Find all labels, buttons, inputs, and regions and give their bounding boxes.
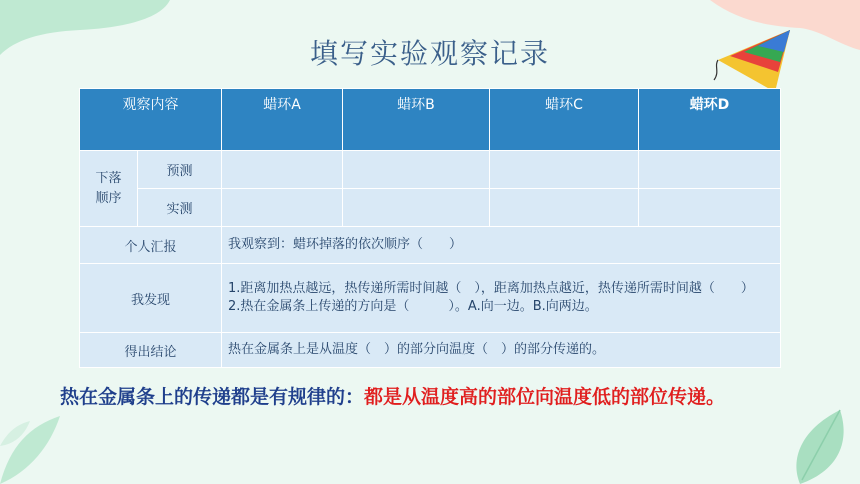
observation-table (79, 88, 781, 368)
report-label: 个人汇报 (80, 227, 222, 264)
report-text: 我观察到：蜡环掉落的依次顺序（ ） (222, 227, 781, 264)
predict-label: 预测 (138, 151, 222, 189)
actual-cell-a[interactable] (222, 189, 343, 227)
actual-cell-c[interactable] (490, 189, 639, 227)
finding-text-1: 1.距离加热点越远，热传递所需时间越（ ），距离加热点越近，热传递所需时间越（ ） (228, 281, 754, 296)
page-title: 填写实验观察记录 (309, 37, 550, 70)
finding-cell (222, 264, 781, 333)
bottom-right-leaf-decoration (780, 400, 860, 484)
table-header-row (80, 89, 781, 151)
predict-cell-d[interactable] (639, 151, 781, 189)
header-observation-content: 观察内容 (80, 89, 222, 151)
predict-cell-a[interactable] (222, 151, 343, 189)
table-row (80, 333, 781, 368)
actual-cell-d[interactable] (639, 189, 781, 227)
conclusion-statement (60, 384, 810, 411)
actual-cell-b[interactable] (343, 189, 490, 227)
conclusion-part-1: 热在金属条上的传递都是有规律的： (60, 386, 365, 408)
conclusion-text: 热在金属条上是从温度（ ）的部分向温度（ ）的部分传递的。 (222, 333, 781, 368)
header-ring-b: 蜡环B (343, 89, 490, 151)
predict-cell-c[interactable] (490, 151, 639, 189)
table-row (80, 151, 781, 189)
finding-label: 我发现 (80, 264, 222, 333)
header-ring-d: 蜡环D (639, 89, 781, 151)
table-row (80, 264, 781, 333)
table-row (80, 189, 781, 227)
header-ring-a: 蜡环A (222, 89, 343, 151)
predict-cell-b[interactable] (343, 151, 490, 189)
conclusion-label: 得出结论 (80, 333, 222, 368)
table-row (80, 227, 781, 264)
conclusion-part-2: 都是从温度高的部位向温度低的部位传递。 (364, 386, 726, 408)
drop-order-label: 下落 顺序 (80, 151, 138, 227)
finding-text-2: 2.热在金属条上传递的方向是（ ）。A.向一边。B.向两边。 (228, 299, 598, 314)
header-ring-c: 蜡环C (490, 89, 639, 151)
actual-label: 实测 (138, 189, 222, 227)
